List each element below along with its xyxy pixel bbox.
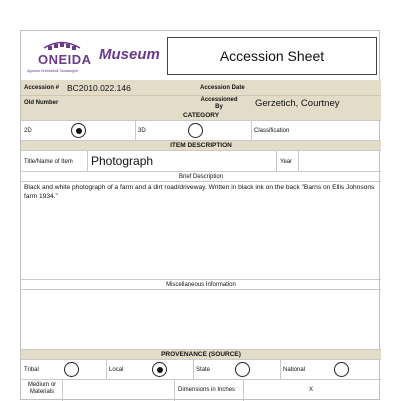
title-name-label: Title/Name of Item (24, 159, 73, 165)
misc-info-field[interactable] (24, 292, 378, 348)
classification-field[interactable] (306, 122, 378, 138)
dimensions-height-field[interactable] (317, 381, 377, 398)
medium-materials-label: Medium or Materials (27, 382, 57, 395)
title-name-field[interactable]: Photograph (91, 154, 154, 168)
category-2d-label: 2D (24, 128, 32, 134)
accessioned-by-label: Accessioned By (200, 97, 238, 110)
brief-description-label: Brief Description (178, 174, 223, 180)
dimensions-width-field[interactable] (245, 381, 305, 398)
category-3d-label: 3D (138, 128, 146, 134)
old-number-field[interactable] (67, 97, 197, 110)
provenance-local-radio[interactable] (152, 362, 167, 377)
logo-name: ONEIDA (38, 52, 92, 67)
logo-tagline: Agwana·Oneidalindi·Tawwanghe (27, 69, 78, 73)
accession-number-label: Accession # (24, 85, 60, 91)
category-header: CATEGORY (182, 112, 220, 119)
accession-date-label: Accession Date (200, 85, 245, 91)
accessioned-by-field[interactable]: Gerzetich, Courtney (255, 98, 340, 109)
accession-number-field[interactable]: BC2010.022.146 (67, 83, 131, 93)
brief-description-field[interactable]: Black and white photograph of a farm and a dirt road/driveway. Written in black ink on the back "Barns on Ellis Johnsons farm 1934." (24, 184, 375, 200)
item-description-header: ITEM DESCRIPTION (170, 142, 232, 149)
provenance-state-radio[interactable] (235, 362, 250, 377)
oneida-logo (25, 39, 99, 79)
classification-label: Classification (254, 128, 290, 134)
provenance-national-label: National (283, 367, 306, 373)
provenance-local-label: Local (109, 367, 124, 373)
accession-sheet (20, 30, 380, 400)
medium-materials-field[interactable] (64, 381, 172, 398)
old-number-label: Old Number (24, 100, 59, 106)
year-field[interactable] (300, 152, 378, 169)
provenance-tribal-radio[interactable] (64, 362, 79, 377)
misc-info-label: Miscellaneous Information (166, 282, 236, 288)
category-3d-radio[interactable] (188, 123, 203, 138)
provenance-header: PROVENANCE (SOURCE) (161, 351, 241, 358)
page-title: Accession Sheet (219, 48, 325, 64)
category-2d-radio[interactable] (71, 123, 86, 138)
provenance-state-label: State (196, 367, 211, 373)
dimensions-separator: X (309, 387, 314, 393)
radio-selected-dot (157, 367, 163, 373)
dimensions-label: Dimensions in Inches (178, 387, 236, 393)
provenance-national-radio[interactable] (334, 362, 349, 377)
museum-label: Museum (99, 46, 160, 63)
accession-date-field[interactable] (253, 81, 378, 94)
year-label: Year (280, 159, 293, 165)
logo-emblem-icon (42, 39, 82, 51)
title-box (167, 37, 377, 75)
radio-selected-dot (76, 128, 82, 134)
provenance-tribal-label: Tribal (24, 367, 39, 373)
